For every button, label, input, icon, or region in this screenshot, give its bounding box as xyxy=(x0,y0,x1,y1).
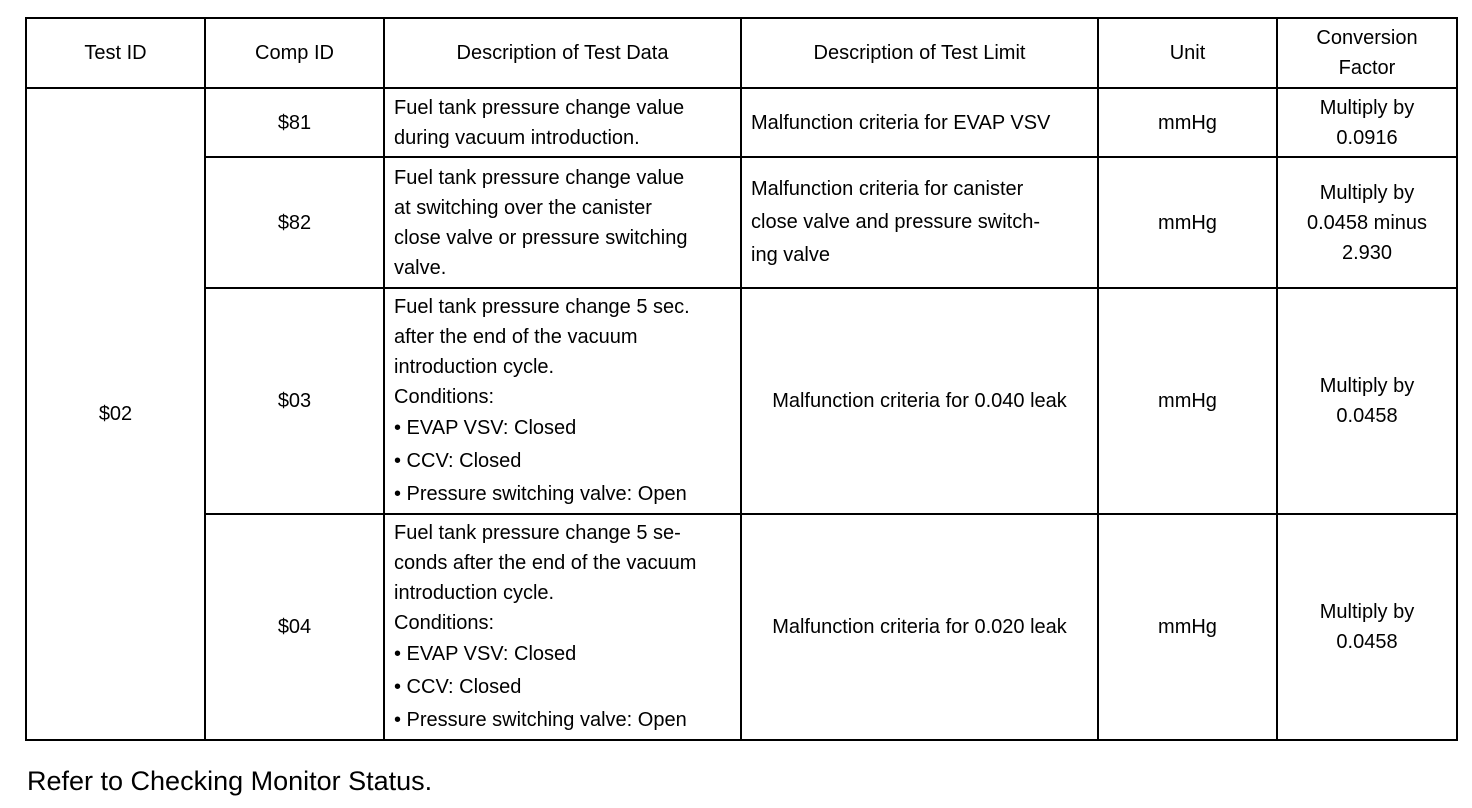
comp-id-cell: $81 xyxy=(205,88,384,157)
conversion-factor-cell: Multiply by 0.0458 minus 2.930 xyxy=(1277,157,1457,288)
reference-note: Refer to Checking Monitor Status. xyxy=(27,766,433,796)
header-description-test-data: Description of Test Data xyxy=(384,18,741,88)
conversion-factor-cell: Multiply by 0.0916 xyxy=(1277,88,1457,157)
unit-cell: mmHg xyxy=(1098,514,1277,740)
unit-cell: mmHg xyxy=(1098,157,1277,288)
comp-id-cell: $03 xyxy=(205,288,384,514)
header-test-id: Test ID xyxy=(26,18,205,88)
comp-id-cell: $82 xyxy=(205,157,384,288)
header-description-test-limit: Description of Test Limit xyxy=(741,18,1098,88)
test-data-description: Fuel tank pressure change 5 sec. after the end of the vacuum introduction cycle. Conditions: • EVAP VSV: Closed • CCV: Closed • Pressure switching valve: Open xyxy=(384,288,741,514)
table-row xyxy=(26,514,1457,740)
test-limit-description: Malfunction criteria for 0.040 leak xyxy=(741,288,1098,514)
table-row xyxy=(26,157,1457,288)
test-data-table xyxy=(25,17,1458,741)
comp-id-cell: $04 xyxy=(205,514,384,740)
table-row xyxy=(26,88,1457,157)
test-limit-description: Malfunction criteria for canister close valve and pressure switch- ing valve xyxy=(741,157,1098,288)
unit-cell: mmHg xyxy=(1098,88,1277,157)
header-row xyxy=(26,18,1457,88)
header-conversion-factor xyxy=(1277,18,1457,88)
condition-bullet: • Pressure switching valve: Open xyxy=(394,482,687,505)
condition-bullet: • CCV: Closed xyxy=(394,675,522,698)
header-unit: Unit xyxy=(1098,18,1277,88)
condition-bullet: • CCV: Closed xyxy=(394,449,522,472)
header-conversion-line-1: Conversion xyxy=(1316,27,1418,49)
test-limit-description: Malfunction criteria for EVAP VSV xyxy=(741,88,1098,157)
header-comp-id: Comp ID xyxy=(205,18,384,88)
unit-cell: mmHg xyxy=(1098,288,1277,514)
test-data-description: Fuel tank pressure change value at switching over the canister close valve or pressure switching valve. xyxy=(384,157,741,288)
conversion-factor-cell: Multiply by 0.0458 xyxy=(1277,288,1457,514)
test-limit-description: Malfunction criteria for 0.020 leak xyxy=(741,514,1098,740)
test-id-cell: $02 xyxy=(26,88,205,740)
condition-bullet: • EVAP VSV: Closed xyxy=(394,642,577,665)
table-row xyxy=(26,288,1457,514)
condition-bullet: • EVAP VSV: Closed xyxy=(394,416,577,439)
test-data-description: Fuel tank pressure change value during vacuum introduction. xyxy=(384,88,741,157)
condition-bullet: • Pressure switching valve: Open xyxy=(394,708,687,731)
test-data-description: Fuel tank pressure change 5 se- conds after the end of the vacuum introduction cycle. Conditions: • EVAP VSV: Closed • CCV: Closed • Pressure switching valve: Open xyxy=(384,514,741,740)
header-conversion-line-2: Factor xyxy=(1338,57,1396,79)
conversion-factor-cell: Multiply by 0.0458 xyxy=(1277,514,1457,740)
